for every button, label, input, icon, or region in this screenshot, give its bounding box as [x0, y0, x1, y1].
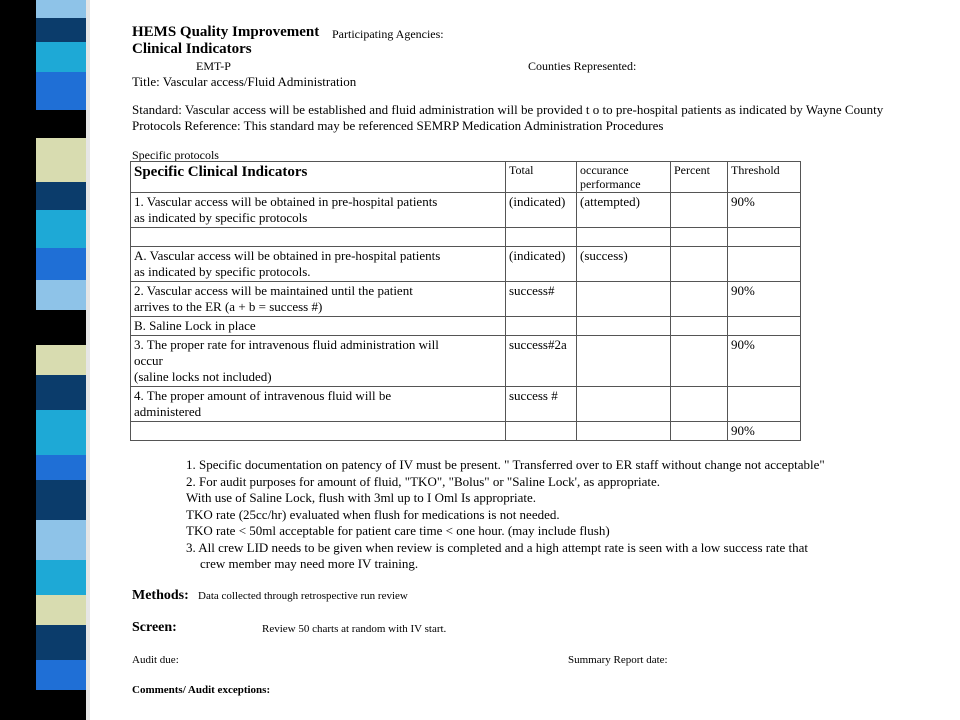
occurrence-cell — [577, 422, 671, 441]
indicator-line: 1. Vascular access will be obtained in pre-hospital patients — [134, 194, 438, 209]
stripe-block — [36, 455, 86, 480]
occurrence-cell — [577, 336, 671, 387]
indicator-line: administered — [134, 404, 202, 419]
note-6: 3. All crew LID needs to be given when review is completed and a high attempt rate is seen with a low success rate that — [186, 539, 809, 555]
stripe-block — [36, 520, 86, 560]
standard-line-2: Protocols Reference: This standard may be referenced SEMRP Medication Administration Procedures — [132, 118, 664, 133]
threshold-cell — [728, 228, 801, 247]
stripe-block — [36, 42, 86, 72]
threshold-cell: 90% — [728, 193, 801, 228]
note-5: TKO rate < 50ml acceptable for patient care time < one hour. (may include flush) — [186, 523, 610, 538]
indicator-cell — [131, 336, 506, 387]
stripe-block — [36, 280, 86, 310]
table-row — [131, 228, 801, 247]
stripe-block — [36, 248, 86, 280]
indicator-line — [134, 229, 502, 245]
stripe-block — [36, 690, 86, 720]
note-3: With use of Saline Lock, flush with 3ml up to I Oml Is appropriate. — [186, 490, 537, 505]
total-cell: (indicated) — [506, 247, 577, 282]
total-cell — [506, 228, 577, 247]
table-row — [131, 317, 801, 336]
percent-cell — [671, 247, 728, 282]
clinical-indicators-table — [130, 161, 801, 441]
participating-agencies-label: Participating Agencies: — [332, 27, 444, 41]
decorative-stripe — [0, 0, 110, 720]
header-occurrence-line2: performance — [580, 177, 641, 191]
stripe-block — [36, 560, 86, 595]
occurrence-cell: (attempted) — [577, 193, 671, 228]
specific-protocols-label: Specific protocols — [132, 148, 219, 162]
stripe-block — [36, 182, 86, 210]
stripe-block — [36, 0, 86, 18]
percent-cell — [671, 422, 728, 441]
indicator-line: as indicated by specific protocols — [134, 210, 308, 225]
indicator-line: as indicated by specific protocols. — [134, 264, 311, 279]
comments-label: Comments/ Audit exceptions: — [132, 684, 271, 696]
indicator-line: occur — [134, 353, 163, 368]
audit-due-label: Audit due: — [132, 654, 179, 666]
threshold-cell: 90% — [728, 422, 801, 441]
methods-value: Data collected through retrospective run review — [198, 590, 408, 602]
occurrence-cell — [577, 228, 671, 247]
stripe-block — [36, 138, 86, 182]
stripe-block — [36, 210, 86, 248]
indicator-line: arrives to the ER (a + b = success #) — [134, 299, 323, 314]
total-cell — [506, 422, 577, 441]
stripe-block — [36, 410, 86, 455]
occurrence-cell: (success) — [577, 247, 671, 282]
header-indicator: Specific Clinical Indicators — [131, 162, 506, 193]
document-subtitle: Clinical Indicators — [132, 41, 252, 57]
indicator-line: A. Vascular access will be obtained in pre-hospital patients — [134, 248, 441, 263]
indicator-line: 4. The proper amount of intravenous fluid will be — [134, 388, 392, 403]
occurrence-cell — [577, 282, 671, 317]
threshold-cell: 90% — [728, 282, 801, 317]
percent-cell — [671, 228, 728, 247]
table-header-row — [131, 162, 801, 193]
stripe-block — [36, 345, 86, 375]
header-occurrence — [577, 162, 671, 193]
total-cell: (indicated) — [506, 193, 577, 228]
notes-block — [186, 457, 825, 573]
note-7: crew member may need more IV training. — [200, 556, 419, 571]
note-1: 1. Specific documentation on patency of IV must be present. " Transferred over to ER staff without change not acceptable" — [186, 457, 825, 472]
table-row — [131, 336, 801, 387]
header-threshold: Threshold — [728, 162, 801, 193]
occurrence-cell — [577, 387, 671, 422]
header-occurrence-line1: occurance — [580, 163, 629, 177]
stripe-block — [36, 310, 86, 345]
note-2: 2. For audit purposes for amount of fluid, "TKO", "Bolus" or "Saline Lock', as appropriate. — [186, 473, 661, 489]
methods-label: Methods: — [132, 588, 189, 603]
emt-label: EMT-P — [196, 59, 231, 73]
table-row — [131, 282, 801, 317]
indicator-cell — [131, 317, 506, 336]
stripe-block — [36, 595, 86, 625]
stripe-block — [36, 660, 86, 690]
percent-cell — [671, 336, 728, 387]
occurrence-cell — [577, 317, 671, 336]
title-field: Title: Vascular access/Fluid Administration — [132, 74, 357, 89]
indicator-line — [134, 423, 502, 439]
indicator-line: (saline locks not included) — [134, 369, 272, 384]
table-row — [131, 247, 801, 282]
document-title: HEMS Quality Improvement — [132, 24, 320, 40]
indicator-cell — [131, 193, 506, 228]
threshold-cell — [728, 317, 801, 336]
header-total: Total — [506, 162, 577, 193]
note-4: TKO rate (25cc/hr) evaluated when flush for medications is not needed. — [186, 506, 560, 522]
stripe-block — [36, 480, 86, 520]
indicator-line: 2. Vascular access will be maintained until the patient — [134, 283, 413, 298]
total-cell: success# — [506, 282, 577, 317]
percent-cell — [671, 387, 728, 422]
indicator-cell — [131, 228, 506, 247]
stripe-block — [36, 72, 86, 110]
indicator-cell — [131, 282, 506, 317]
total-cell — [506, 317, 577, 336]
percent-cell — [671, 282, 728, 317]
threshold-cell: 90% — [728, 336, 801, 387]
counties-label: Counties Represented: — [528, 59, 637, 73]
threshold-cell — [728, 387, 801, 422]
percent-cell — [671, 317, 728, 336]
stripe-block — [36, 110, 86, 138]
percent-cell — [671, 193, 728, 228]
screen-value: Review 50 charts at random with IV start. — [262, 623, 447, 635]
indicator-cell — [131, 422, 506, 441]
indicator-cell — [131, 387, 506, 422]
table-row — [131, 387, 801, 422]
indicator-line: B. Saline Lock in place — [134, 318, 256, 333]
header-percent: Percent — [671, 162, 728, 193]
stripe-block — [36, 375, 86, 410]
summary-report-label: Summary Report date: — [568, 654, 668, 666]
threshold-cell — [728, 247, 801, 282]
stripe-block — [36, 18, 86, 42]
total-cell: success#2a — [506, 336, 577, 387]
indicator-line: 3. The proper rate for intravenous fluid administration will — [134, 337, 439, 352]
screen-label: Screen: — [132, 620, 177, 635]
table-row — [131, 193, 801, 228]
table-row — [131, 422, 801, 441]
standard-line-1: Standard: Vascular access will be established and fluid administration will be provided t o to pre-hospital patients as indicated by Wayne County — [132, 102, 884, 117]
indicator-cell — [131, 247, 506, 282]
stripe-block — [36, 625, 86, 660]
total-cell: success # — [506, 387, 577, 422]
